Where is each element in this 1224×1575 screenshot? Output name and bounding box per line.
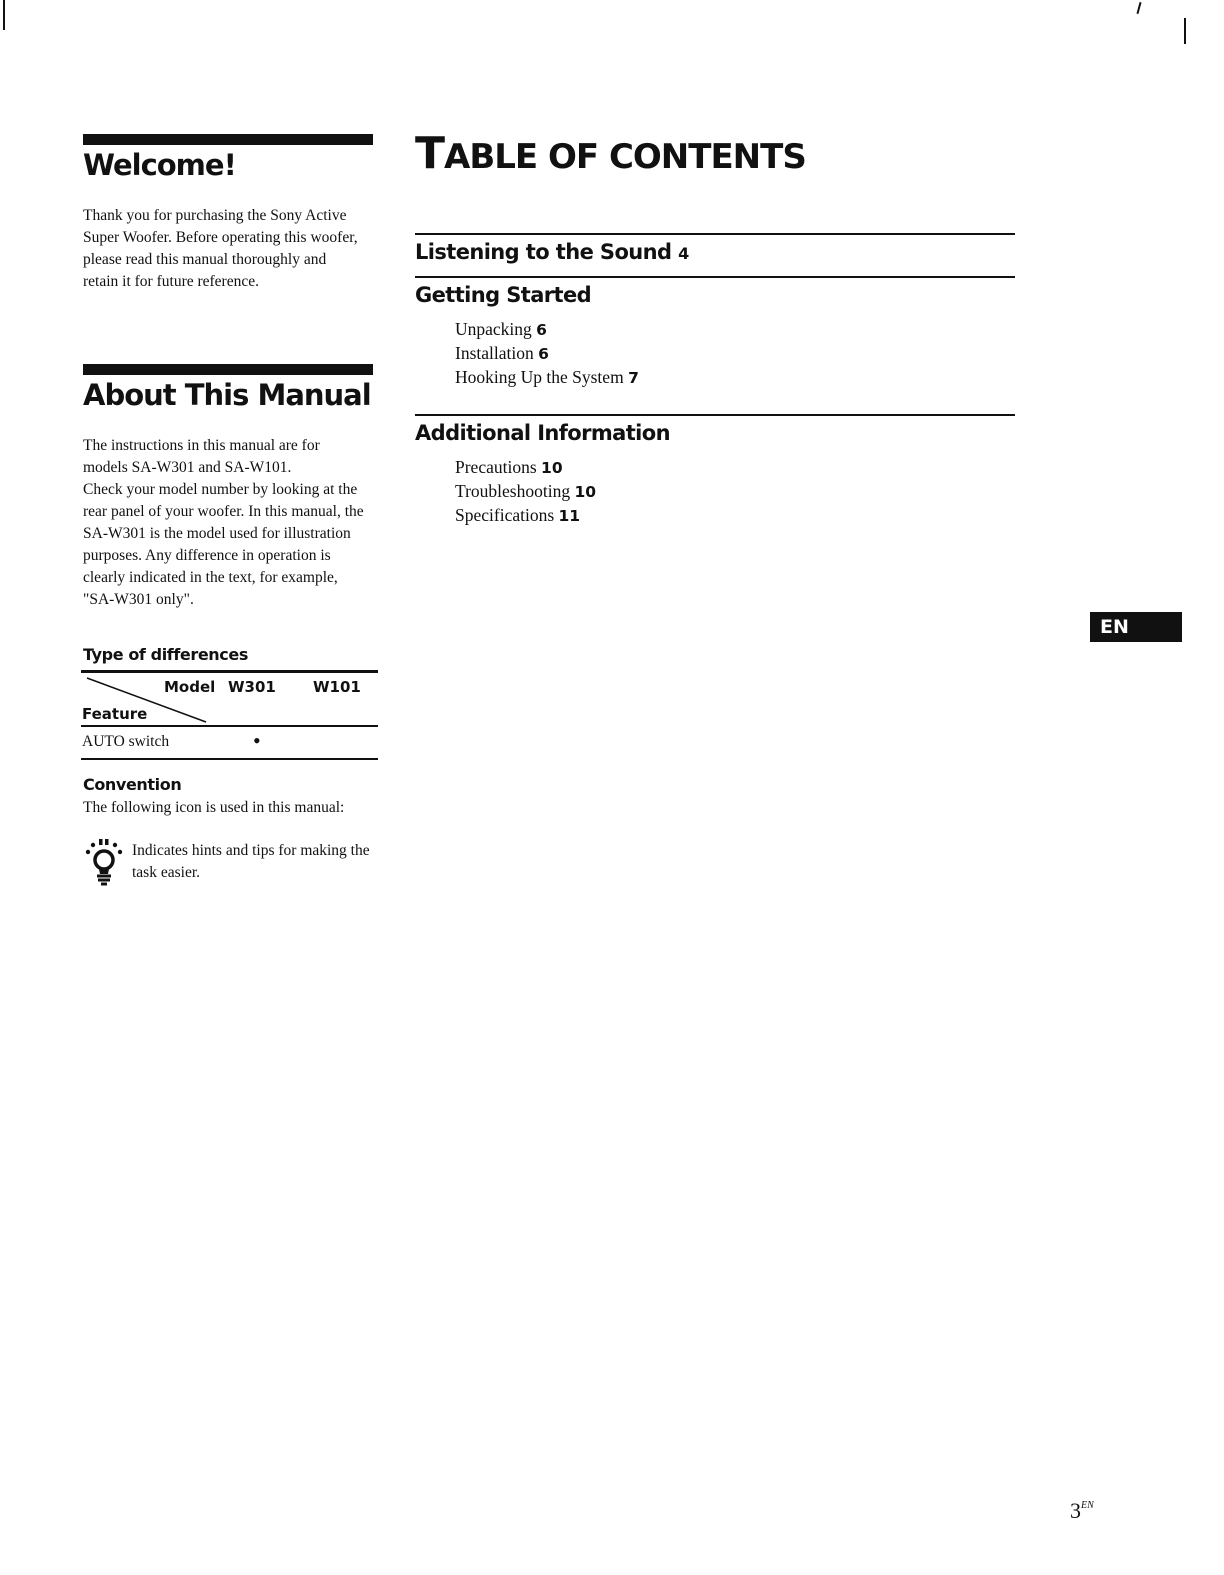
- toc-item-label: Precautions: [455, 457, 537, 477]
- toc-title: [415, 128, 806, 179]
- toc-item-specifications[interactable]: [455, 505, 580, 526]
- page-number: [1070, 1498, 1094, 1524]
- toc-item-page: 10: [574, 483, 597, 501]
- toc-item-label: Installation: [455, 343, 534, 363]
- toc-section-listening[interactable]: [415, 240, 689, 264]
- scan-mark: [3, 0, 5, 30]
- toc-item-unpacking[interactable]: [455, 319, 547, 340]
- toc-item-page: 10: [541, 459, 563, 477]
- differences-title: Type of differences: [83, 645, 248, 664]
- about-text-2: Check your model number by looking at the rear panel of your woofer. In this manual, the SA-W301 is the model used for illustration purposes. Any difference in operation is clearly indicated in the text, for example, "SA-W301 only".: [83, 481, 364, 608]
- toc-section-label: Getting Started: [415, 283, 592, 307]
- header-model: Model: [164, 678, 216, 696]
- table-mid-rule: [81, 725, 378, 727]
- language-tab: EN: [1090, 612, 1182, 642]
- header-w101: W101: [313, 678, 361, 696]
- toc-item-page: 6: [538, 345, 549, 363]
- toc-item-hooking-up[interactable]: [455, 367, 639, 388]
- welcome-title: Welcome!: [83, 148, 236, 182]
- scan-mark: [1184, 18, 1186, 44]
- toc-item-label: Unpacking: [455, 319, 532, 339]
- toc-section-additional[interactable]: [415, 421, 670, 445]
- toc-item-label: Hooking Up the System: [455, 367, 624, 387]
- toc-section-label: Listening to the Sound: [415, 240, 672, 264]
- toc-item-page: 7: [628, 369, 639, 387]
- toc-rule: [415, 276, 1015, 278]
- toc-rule: [415, 233, 1015, 235]
- toc-title-rest: ABLE OF CONTENTS: [444, 137, 806, 177]
- page-number-value: 3: [1070, 1498, 1081, 1523]
- convention-text: The following icon is used in this manual:: [83, 799, 345, 816]
- header-w301: W301: [228, 678, 276, 696]
- toc-item-label: Troubleshooting: [455, 481, 571, 501]
- toc-item-page: 6: [536, 321, 547, 339]
- row-feature: AUTO switch: [82, 733, 170, 750]
- toc-item-troubleshooting[interactable]: [455, 481, 596, 502]
- toc-section-label: Additional Information: [415, 421, 670, 445]
- scan-mark: [1136, 2, 1141, 14]
- tip-text: Indicates hints and tips for making the task easier.: [132, 842, 370, 881]
- table-bottom-rule: [81, 758, 378, 760]
- toc-item-page: 11: [558, 507, 581, 525]
- row-w301-mark: •: [253, 728, 261, 753]
- toc-item-precautions[interactable]: [455, 457, 563, 478]
- header-feature: Feature: [82, 705, 148, 723]
- welcome-rule: [83, 134, 373, 145]
- toc-item-installation[interactable]: [455, 343, 549, 364]
- welcome-text: Thank you for purchasing the Sony Active Super Woofer. Before operating this woofer, please read this manual thoroughly and retain it for future reference.: [83, 207, 358, 290]
- toc-section-page: 4: [678, 244, 689, 263]
- about-rule: [83, 364, 373, 375]
- toc-rule: [415, 414, 1015, 416]
- about-text-1: The instructions in this manual are for models SA-W301 and SA-W101.: [83, 437, 320, 476]
- toc-title-initial: T: [415, 128, 445, 179]
- toc-item-label: Specifications: [455, 505, 555, 525]
- about-title: About This Manual: [83, 378, 371, 412]
- page-number-suffix: EN: [1081, 1500, 1094, 1511]
- convention-title: Convention: [83, 775, 182, 794]
- differences-table: [81, 670, 378, 760]
- toc-section-getting-started[interactable]: [415, 283, 591, 307]
- lightbulb-icon: [83, 838, 125, 886]
